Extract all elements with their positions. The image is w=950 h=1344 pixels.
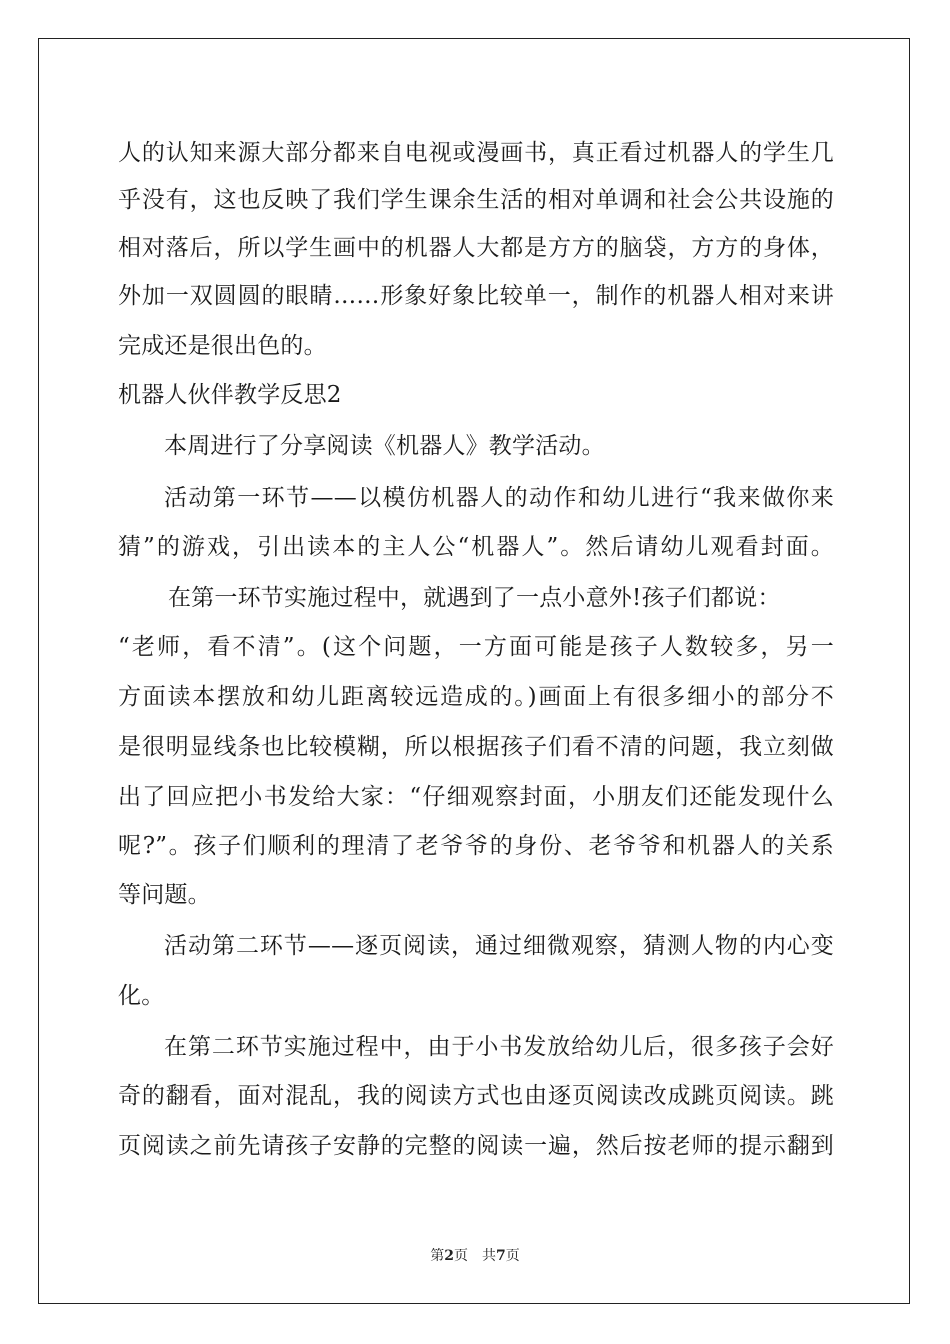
text-line: 完成还是很出色的。 xyxy=(118,333,327,359)
text-line: 在第二环节实施过程中，由于小书发放给幼儿后，很多孩子会好 xyxy=(164,1034,834,1060)
text-line: 出了回应把小书发给大家：“仔细观察封面，小朋友们还能发现什么 xyxy=(118,784,834,810)
text-line: 本周进行了分享阅读《机器人》教学活动。 xyxy=(164,433,605,459)
text-line: “老师，看不清”。(这个问题，一方面可能是孩子人数较多，另一 xyxy=(118,634,834,660)
text-line: 页阅读之前先请孩子安静的完整的阅读一遍，然后按老师的提示翻到 xyxy=(118,1133,834,1159)
page-total-suffix: 页 xyxy=(505,1248,520,1264)
text-line: 化。 xyxy=(118,983,165,1009)
text-line: 猜”的游戏，引出读本的主人公“机器人”。然后请幼儿观看封面。 xyxy=(118,534,834,560)
text-line: 活动第一环节——以模仿机器人的动作和幼儿进行“我来做你来 xyxy=(164,485,834,511)
text-line: 是很明显线条也比较模糊，所以根据孩子们看不清的问题，我立刻做 xyxy=(118,734,834,760)
text-line: 相对落后，所以学生画中的机器人大都是方方的脑袋，方方的身体， xyxy=(118,235,834,261)
page-footer xyxy=(0,1246,950,1266)
section-heading: 机器人伙伴教学反思2 xyxy=(118,382,342,408)
page-number-prefix: 第 xyxy=(430,1248,445,1264)
text-line: 方面读本摆放和幼儿距离较远造成的。)画面上有很多细小的部分不 xyxy=(118,684,834,710)
text-line: 乎没有，这也反映了我们学生课余生活的相对单调和社会公共设施的 xyxy=(118,187,834,213)
page-number-suffix: 页 xyxy=(454,1248,468,1264)
text-line: 人的认知来源大部分都来自电视或漫画书，真正看过机器人的学生几 xyxy=(118,140,834,166)
text-line: 活动第二环节——逐页阅读，通过细微观察，猜测人物的内心变 xyxy=(164,933,834,959)
page-number-current: 2 xyxy=(444,1248,454,1264)
text-line: 呢?”。孩子们顺利的理清了老爷爷的身份、老爷爷和机器人的关系 xyxy=(118,833,834,859)
page-number-total: 7 xyxy=(496,1248,506,1264)
text-line: 外加一双圆圆的眼睛……形象好象比较单一，制作的机器人相对来讲 xyxy=(118,283,834,309)
text-line: 等问题。 xyxy=(118,882,211,908)
text-line: 在第一环节实施过程中，就遇到了一点小意外!孩子们都说： xyxy=(168,585,781,611)
text-line: 奇的翻看，面对混乱，我的阅读方式也由逐页阅读改成跳页阅读。跳 xyxy=(118,1083,834,1109)
page-total-prefix: 共 xyxy=(482,1248,496,1264)
